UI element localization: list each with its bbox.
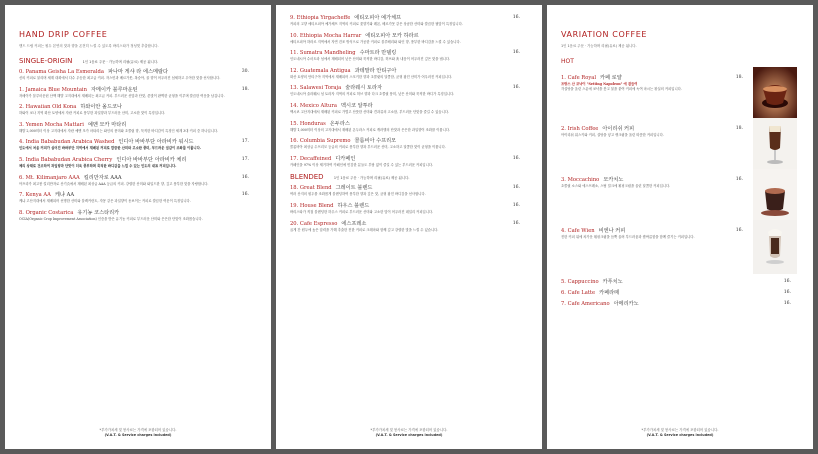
menu-item: [19, 69, 261, 81]
item-description: 카페인을 97% 이상 제거하여 카페인에 민감한 분들도 부담 없이 즐길 수 있는 부드러운 커피입니다.: [290, 162, 434, 167]
item-name: 5. India Bababudan Arabica Cherry: [19, 156, 113, 163]
item-name: 0. Panama Geisha La Esmeralda: [19, 69, 104, 75]
item-korean-name: 파나마 게샤 라 에스메랄다: [107, 69, 169, 75]
item-description: 인도네시아 술라웨시 섬 토라자 지역의 커피로 허브 향과 다크 초콜릿 풍미, 낮은 산미와 묵직한 바디가 특징입니다.: [290, 92, 455, 97]
menu-item: [19, 192, 261, 204]
item-price: 16.: [783, 279, 791, 284]
item-name: 15. Honduras: [290, 120, 326, 127]
menu-item: [561, 75, 803, 119]
item-price: 16.: [512, 15, 520, 20]
page-title: HAND DRIP COFFEE: [19, 30, 108, 39]
item-korean-name: 에스프레소: [341, 220, 367, 227]
item-price: 17.: [241, 139, 249, 145]
menu-item: [19, 210, 261, 222]
item-korean-name: 예멘 모카 마타리: [87, 121, 127, 128]
page-subtitle: 핸드 드립 커피는 원두 본연의 맛과 향을 온전히 느낄 수 있도록 바리스타가 정성껏 추출합니다.: [19, 44, 159, 48]
menu-item-list: [290, 185, 532, 232]
item-name-line: [290, 156, 532, 163]
item-name: 14. Mexico Altura: [290, 102, 337, 109]
item-name-line: [290, 103, 532, 110]
item-korean-name: 아이리쉬 커피: [602, 126, 635, 132]
item-name: 8. Organic Costarica: [19, 209, 74, 216]
item-korean-name: 모카치노: [603, 177, 624, 183]
page-footer: [276, 428, 542, 438]
menu-item: [19, 175, 261, 187]
item-price: 18.: [735, 126, 743, 131]
item-description: 체리 상태로 건조하여 과일향과 단맛이 더욱 풍부하며 묵직한 바디감을 느낄 수 있는 인도의 대표 커피입니다.: [19, 163, 177, 168]
item-name: 16. Columbia Supremo: [290, 138, 351, 145]
footer-note: *부가가치세 및 봉사료는 가격에 포함되어 있습니다.: [370, 428, 448, 432]
item-price: 16.: [735, 228, 743, 233]
item-korean-name: 멕시코 알투라: [340, 102, 373, 109]
menu-item: [561, 126, 803, 170]
section-heading-hot: HOT: [561, 58, 574, 65]
item-korean-name: 에티오피아 예가체프: [354, 15, 402, 21]
item-price: 16.: [241, 174, 249, 180]
item-price: 16.: [783, 301, 791, 306]
item-korean-name: 디카페인: [335, 155, 356, 162]
item-price: 16.: [512, 202, 520, 208]
footer-vat: (V.A.T. & Service charges included): [104, 433, 172, 437]
item-description: 화산 토양의 안티구아 지역에서 재배되어 스모키한 향과 초콜릿의 달콤함, 균형 잡힌 산미가 어우러진 커피입니다.: [290, 74, 453, 79]
item-description: 바리스타가 직접 블렌딩한 하우스 커피로 부드러운 산미와 고소한 맛이 어우러진 데일리 커피입니다.: [290, 209, 434, 214]
item-price: 16.: [735, 177, 743, 182]
page-footer: [5, 428, 271, 438]
menu-item: [19, 139, 261, 151]
drink-photo-irish: [753, 118, 797, 172]
item-name-line: [290, 15, 532, 22]
footer-vat: (V.A.T. & Service charges included): [646, 433, 714, 437]
menu-item: [19, 104, 261, 116]
item-description: 인도에서 처음 커피가 심어진 바바부단 지역에서 재배된 커피로 깔끔한 산미와 고소한 풍미, 부드러운 질감이 조화를 이룹니다.: [19, 146, 201, 151]
item-name-line: [290, 68, 532, 75]
item-name: 1. Cafe Royal: [561, 75, 597, 81]
item-price: 16.: [512, 50, 520, 56]
item-description: 에티오피아 하라르 지역에서 자연 건조 방식으로 가공한 커피로 블루베리와 와인 향, 풍부한 바디감을 느낄 수 있습니다.: [290, 39, 461, 44]
item-name-line: [561, 290, 803, 297]
menu-item: [561, 301, 803, 308]
item-price: 18.: [735, 75, 743, 80]
item-description: 커피의 고향 에티오피아 예가체프 지역의 커피로 꽃향기와 레몬, 베르가못 같은 상큼한 산미와 깔끔한 뒷맛이 특징입니다.: [290, 22, 463, 26]
item-description: 인도네시아 수마트라 섬에서 재배되어 낮은 산미와 묵직한 바디감, 허브와 흙 내음이 어우러진 깊은 맛을 냅니다.: [290, 57, 451, 62]
item-name: 19. House Blend: [290, 202, 334, 209]
item-name: 20. Cafe Espresso: [290, 220, 338, 227]
item-korean-name: 에티오피아 모카 하라르: [365, 32, 419, 39]
item-korean-name: 비엔나 커피: [598, 228, 626, 234]
item-korean-name: 자메이카 블루마운틴: [90, 86, 138, 93]
item-price: 16.: [241, 192, 249, 198]
item-name-line: [290, 221, 532, 228]
menu-item: [290, 33, 532, 45]
item-name-line: [290, 203, 532, 210]
item-name-line: [561, 279, 803, 286]
item-name-line: [290, 121, 532, 128]
item-korean-name: 킬리만자로 AAA: [83, 174, 122, 181]
item-description: 하와이 코나 지역 화산 토양에서 자란 커피로 풍부한 과일향과 부드러운 산미, 고소한 맛이 특징입니다.: [19, 111, 166, 116]
menu-page-variation: [547, 5, 813, 449]
item-description: 아프리카 최고봉 킬리만자로 산기슭에서 재배된 최상급 AAA 등급의 커피. 강렬한 산미와 와일드한 향, 깊고 풍부한 맛을 자랑합니다.: [19, 181, 209, 186]
menu-item-list: [561, 279, 803, 308]
item-korean-name: 유기농 코스타리카: [77, 209, 120, 216]
drink-photo-mocca: [753, 169, 797, 223]
item-korean-name: 콜롬비아 수프리모: [354, 138, 397, 145]
item-name: 9. Ethiopia Yirgacheffe: [290, 15, 351, 21]
menu-item: [290, 103, 532, 115]
item-name-line: [19, 157, 261, 164]
menu-item: [561, 290, 803, 297]
item-name-line: [561, 301, 803, 308]
item-description: 각설탕을 올린 스푼에 코냑을 붓고 불을 붙여 커피에 녹여 마시는 왕실의 커피입니다.: [561, 86, 682, 91]
item-korean-name: 수마트라 만델링: [359, 50, 397, 57]
menu-item: [290, 15, 532, 27]
item-name: 1. Jamaica Blue Mountain: [19, 86, 87, 93]
item-price: 16.: [783, 290, 791, 295]
item-name-line: [19, 87, 261, 94]
item-name: 3. Yemen Mocha Mattari: [19, 121, 84, 128]
item-name-line: [19, 210, 261, 217]
item-price: 16.: [512, 185, 520, 191]
item-name: 2. Hawaiian Old Kona: [19, 104, 77, 111]
menu-item-list: [290, 15, 532, 167]
menu-item: [290, 156, 532, 168]
item-description: 콜롬비아 최상급 수프리모 등급의 커피로 풍부한 향과 부드러운 산미, 고소하고 달콤한 맛이 균형을 이룹니다.: [290, 145, 446, 150]
item-name: 11. Sumatra Mandheling: [290, 50, 356, 57]
item-description: OCIA(Organic Crop Improvement Association) 인증을 받은 유기농 커피로 부드러운 산미와 은은한 단맛이 조화롭습니다.: [19, 216, 203, 221]
menu-item: [290, 85, 532, 97]
footer-note: *부가가치세 및 봉사료는 가격에 포함되어 있습니다.: [99, 428, 177, 432]
item-korean-name: 아메리카노: [613, 301, 639, 307]
item-description: 곱게 간 원두에 높은 압력을 가해 추출한 진한 커피로 크레마와 함께 깊고 강렬한 맛을 느낄 수 있습니다.: [290, 227, 439, 232]
item-name-line: [19, 175, 261, 182]
item-name: 18. Great Blend: [290, 185, 332, 192]
section-note: 1인 1음료 주문 · 가능하며 리필(유료) 제공 됩니다.: [82, 60, 159, 64]
item-description: 신의 커피로 불리며 세계 대회에서 다수 우승한 최고급 커피. 자스민과 베르가못, 복숭아, 꿀 향이 어우러진 섬세하고 우아한 맛을 선사합니다.: [19, 76, 221, 80]
item-description: 진한 커피 위에 차가운 휘핑크림을 듬뿍 올려 부드러움과 쌉싸름함을 함께 즐기는 커피입니다.: [561, 235, 695, 239]
item-korean-name: 술라웨시 토라자: [345, 85, 382, 92]
item-name: 6. Mt. Kilimanjaro AAA: [19, 174, 80, 181]
item-name-line: [19, 69, 261, 76]
item-name: 5. Cappuccino: [561, 279, 599, 285]
item-korean-name: 케냐 AA: [54, 192, 75, 199]
item-korean-name: 하와이안 올드코나: [80, 104, 123, 111]
menu-item-list: [561, 75, 803, 272]
section-title: BLENDED: [290, 173, 324, 182]
menu-item: [561, 228, 803, 272]
item-name: 2. Irish Coffee: [561, 126, 599, 132]
item-korean-name: 그레이트 블렌드: [335, 185, 373, 192]
drink-photo-royal: [753, 67, 797, 121]
item-name: 17. Decaffeined: [290, 155, 332, 162]
item-korean-name: 온두라스: [329, 120, 350, 127]
item-description-highlight: 프랑스 산 코냑이 "Setting Napoleon" 에 곁들여: [561, 82, 638, 86]
menu-item: [561, 279, 803, 286]
item-price: 18.: [241, 86, 249, 92]
footer-note: *부가가치세 및 봉사료는 가격에 포함되어 있습니다.: [641, 428, 719, 432]
item-korean-name: 하우스 블렌드: [337, 202, 370, 209]
menu-item: [290, 185, 532, 197]
item-korean-name: 카페라떼: [599, 290, 620, 296]
section-note: 1인 1음료 주문 · 가능하며 리필(유료) 제공 됩니다.: [333, 176, 410, 181]
menu-item: [290, 68, 532, 80]
item-name: 12. Guatemala Antigua: [290, 67, 351, 74]
item-korean-name: 인디아 바바부단 아라비카 워시드: [118, 139, 194, 146]
item-description: 여러 산지의 원두를 조화롭게 블렌딩하여 풍부한 향과 깊은 맛, 균형 잡힌 바디감을 선사합니다.: [290, 192, 426, 197]
item-name: 10. Ethiopia Mocha Harrar: [290, 32, 362, 39]
menu-page-hand-drip: [5, 5, 271, 449]
item-name: 13. Salawesi Toraja: [290, 85, 342, 92]
item-price: 16.: [512, 155, 520, 161]
section-heading-blended: [290, 173, 532, 181]
section-heading-single-origin: [19, 57, 261, 65]
item-description: 멕시코 고산지대에서 재배된 커피로 가볍고 산뜻한 산미와 견과류의 고소함, 부드러운 단맛을 즐길 수 있습니다.: [290, 109, 450, 114]
item-name-line: [19, 122, 261, 129]
menu-item: [290, 221, 532, 233]
item-description: 케냐 고산지대에서 재배되어 선명한 산미와 블랙커런트, 자몽 같은 과일향이 돋보이는 커피로 깔끔한 여운이 특징입니다.: [19, 199, 191, 204]
item-description: 자메이카 블루마운틴 산맥 해발 고지대에서 재배되는 최고급 커피. 부드러운 신맛과 단맛, 쓴맛이 완벽한 균형을 이루며 깔끔한 여운을 남깁니다.: [19, 93, 225, 98]
item-korean-name: 카페 로얄: [600, 75, 622, 81]
footer-vat: (V.A.T. & Service charges included): [375, 433, 443, 437]
menu-item: [19, 122, 261, 134]
page-title: VARIATION COFFEE: [561, 30, 648, 39]
item-price: 30.: [241, 69, 249, 74]
item-korean-name: 과테말라 안티구아: [354, 67, 397, 74]
section-title: SINGLE-ORIGIN: [19, 57, 73, 65]
item-description: 해발 2,000미터 이상 고지대에서 자란 예멘 모카 마타리는 와인의 풍미와 초콜릿 향, 묵직한 바디감이 특징인 세계 3대 커피 중 하나입니다.: [19, 128, 219, 133]
item-name: 6. Cafe Latte: [561, 290, 596, 296]
item-description: 아이리쉬 위스키와 커피, 설탕을 넣고 생크림을 올린 따뜻한 커피입니다.: [561, 133, 664, 137]
item-korean-name: 인디아 바바부단 아라비카 체리: [116, 156, 187, 163]
item-description: 해발 1,000미터 이상의 고지대에서 재배된 온두라스 커피로 캐러멜의 단맛과 은은한 과일향이 조화를 이룹니다.: [290, 127, 451, 132]
menu-item: [290, 138, 532, 150]
item-name: 4. Cafe Wien: [561, 228, 595, 234]
item-name: 3. Moccachino: [561, 177, 600, 183]
menu-item: [290, 50, 532, 62]
item-name: 7. Kenya AA: [19, 192, 51, 199]
item-korean-name: 카푸치노: [602, 279, 623, 285]
item-price: 16.: [512, 220, 520, 226]
menu-item: [19, 157, 261, 169]
item-name: 4. India Bababudan Arabica Washed: [19, 139, 115, 146]
page-subtitle: 1인 1음료 주문 · 가능하며 리필(유료) 제공 됩니다.: [561, 44, 637, 48]
item-name: 7. Cafe Americano: [561, 301, 610, 307]
page-footer: [547, 428, 813, 438]
menu-item: [561, 177, 803, 221]
menu-item: [19, 87, 261, 99]
item-price: 17.: [241, 156, 249, 162]
item-name-line: [290, 33, 532, 40]
item-price: 16.: [512, 85, 520, 91]
menu-item: [290, 121, 532, 133]
menu-page-single-origin-continued: [276, 5, 542, 449]
menu-item: [290, 203, 532, 215]
menu-item-list: [19, 69, 261, 221]
item-description: 초콜릿 소스와 에스프레소, 스팀 밀크에 휘핑크림을 올린 달콤한 커피입니다.: [561, 184, 671, 188]
drink-photo-wien: [753, 220, 797, 274]
